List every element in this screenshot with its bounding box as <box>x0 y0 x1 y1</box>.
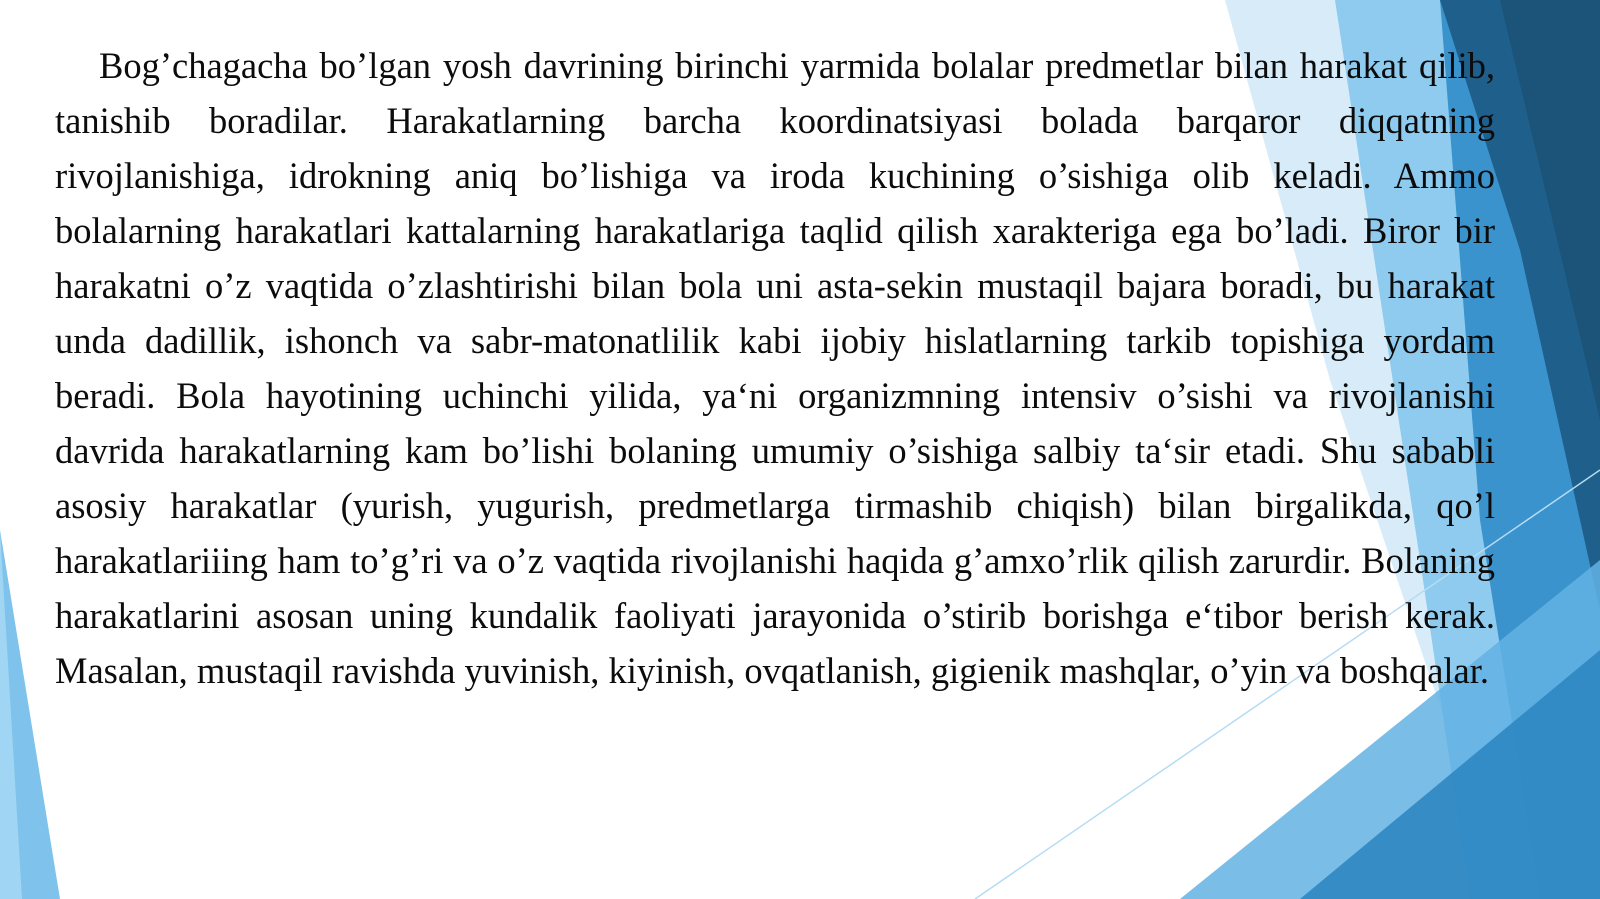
body-paragraph: Bog’chagacha bo’lgan yosh davrining birinchi yarmida bolalar predmetlar bilan harakat qilib, tanishib boradilar. Harakatlarning barcha koordinatsiyasi bolada barqaror diqqatning rivojlanishiga, idrokning aniq bo’lishiga va iroda kuchining o’sishiga olib keladi. Ammo bolalarning harakatlari kattalarning harakatlariga taqlid qilish xarakteriga ega bo’ladi. Biror bir harakatni o’z vaqtida o’zlashtirishi bilan bola uni asta-sekin mustaqil bajara boradi, bu harakat unda dadillik, ishonch va sabr-matonatlilik kabi ijobiy hislatlarning tarkib topishiga yordam beradi. Bola hayotining uchinchi yilida, ya‘ni organizmning intensiv o’sishi va rivojlanishi davrida harakatlarning kam bo’lishi bolaning umumiy o’sishiga salbiy ta‘sir etadi. Shu sababli asosiy harakatlar (yurish, yugurish, predmetlarga tirmashib chiqish) bilan birgalikda, qo’l harakatlariiing ham to’g’ri va o’z vaqtida rivojlanishi haqida g’amxo’rlik qilish zarurdir. Bolaning harakatlarini asosan uning kundalik faoliyati jarayonida o’stirib borishga e‘tibor berish kerak. Masalan, mustaqil ravishda yuvinish, kiyinish, ovqatlanish, gigienik mashqlar, o’yin va boshqalar. <box>55 45 1495 691</box>
